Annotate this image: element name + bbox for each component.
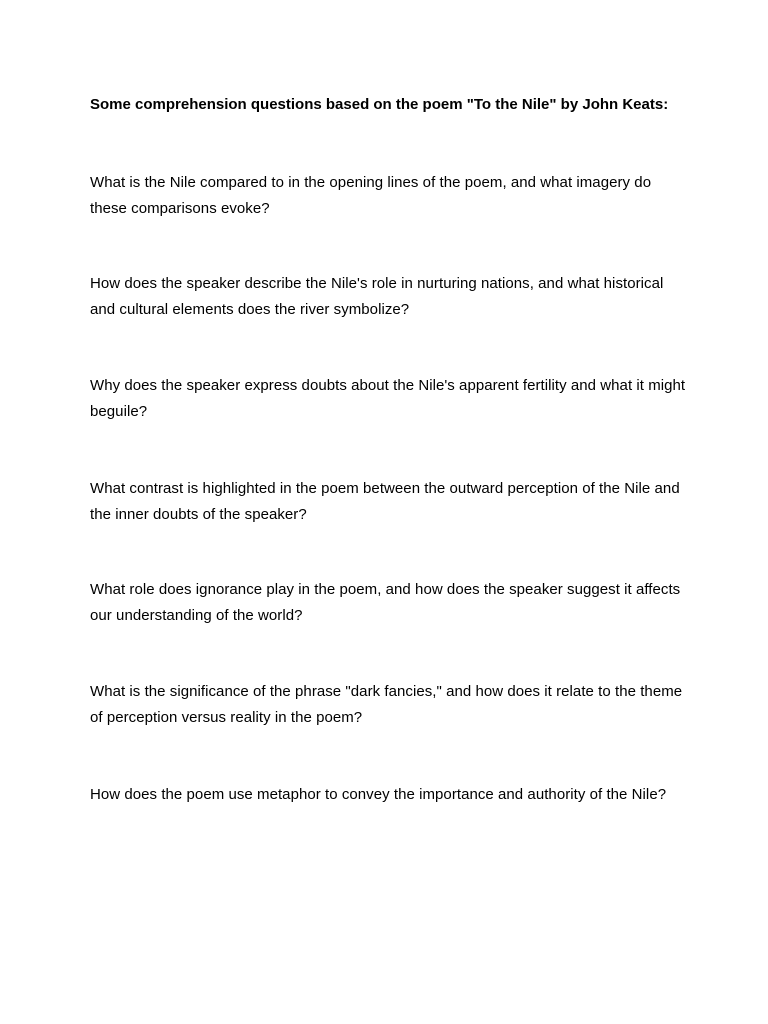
question-4: What contrast is highlighted in the poem between the outward perception of the Nile and the inner doubts of the speaker? <box>90 480 680 523</box>
document-title: Some comprehension questions based on the poem "To the Nile" by John Keats: <box>90 96 669 113</box>
question-3: Why does the speaker express doubts about the Nile's apparent fertility and what it might beguile? <box>90 377 686 420</box>
question-6: What is the significance of the phrase "dark fancies," and how does it relate to the theme of perception versus reality in the poem? <box>90 683 683 726</box>
question-5: What role does ignorance play in the poem, and how does the speaker suggest it affects our understanding of the world? <box>90 581 681 624</box>
question-7: How does the poem use metaphor to convey the importance and authority of the Nile? <box>90 786 667 803</box>
question-1: What is the Nile compared to in the opening lines of the poem, and what imagery do these comparisons evoke? <box>90 174 652 217</box>
question-2: How does the speaker describe the Nile's role in nurturing nations, and what historical and cultural elements does the river symbolize? <box>90 275 664 318</box>
